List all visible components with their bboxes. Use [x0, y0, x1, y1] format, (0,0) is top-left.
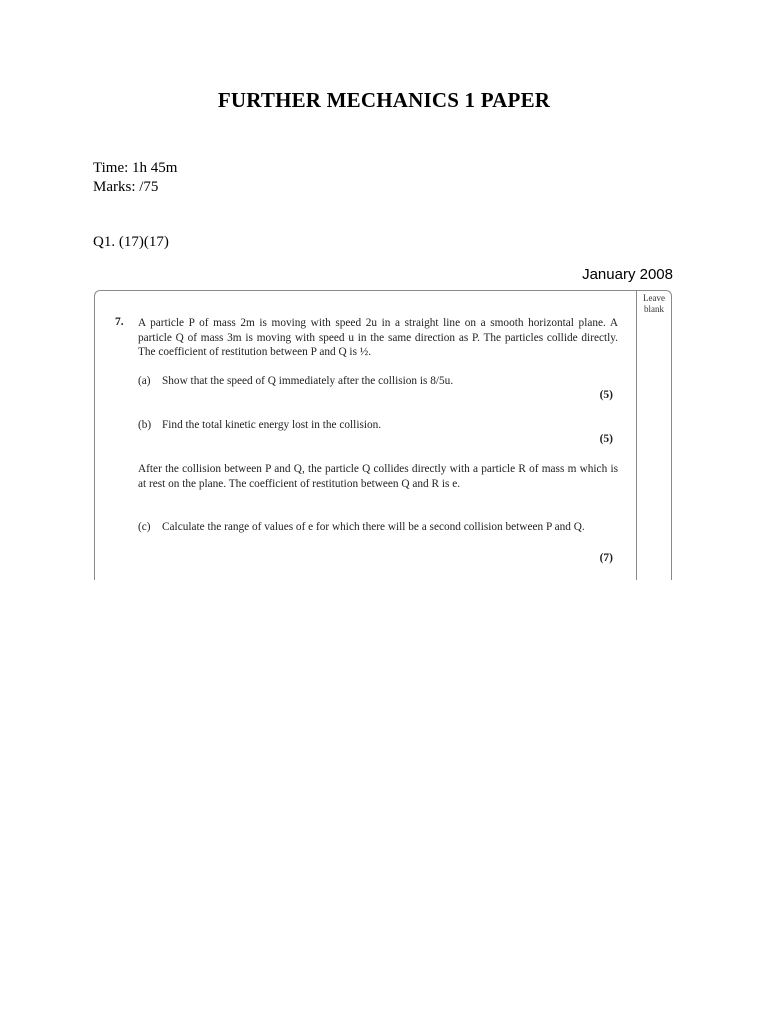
- question-label: Q1. (17)(17): [93, 234, 169, 250]
- middle-paragraph: After the collision between P and Q, the particle Q collides directly with a particle R of mass m which is at rest on the plane. The coefficient of restitution between Q and R is e.: [138, 463, 618, 490]
- part-a-label: (a): [138, 375, 151, 387]
- part-b-label: (b): [138, 419, 152, 431]
- part-c-text: Calculate the range of values of e for which there will be a second collision between P and Q.: [162, 521, 585, 533]
- question-number: 7.: [115, 316, 124, 328]
- part-c-label: (c): [138, 521, 151, 533]
- leave-blank-column: [636, 291, 673, 580]
- part-c-marks: (7): [599, 552, 613, 564]
- exam-session: January 2008: [582, 266, 673, 283]
- question-intro: A particle P of mass 2m is moving with speed 2u in a straight line on a smooth horizontal plane. A particle Q of mass 3m is moving with speed u in the same direction as P. The particles collide directly. The coefficient of restitution between P and Q is ½.: [138, 317, 618, 358]
- part-a: [138, 374, 618, 389]
- part-c: [138, 520, 618, 535]
- leave-blank-label: Leave blank: [643, 293, 665, 314]
- part-b: [138, 418, 618, 433]
- marks-info: Marks: /75: [93, 179, 159, 195]
- time-info: Time: 1h 45m: [93, 160, 178, 176]
- page-title: FURTHER MECHANICS 1 PAPER: [217, 88, 551, 112]
- part-a-text: Show that the speed of Q immediately after the collision is 8/5u.: [162, 375, 454, 387]
- part-b-text: Find the total kinetic energy lost in the collision.: [162, 419, 382, 431]
- part-a-marks: (5): [599, 389, 613, 401]
- part-b-marks: (5): [599, 433, 613, 445]
